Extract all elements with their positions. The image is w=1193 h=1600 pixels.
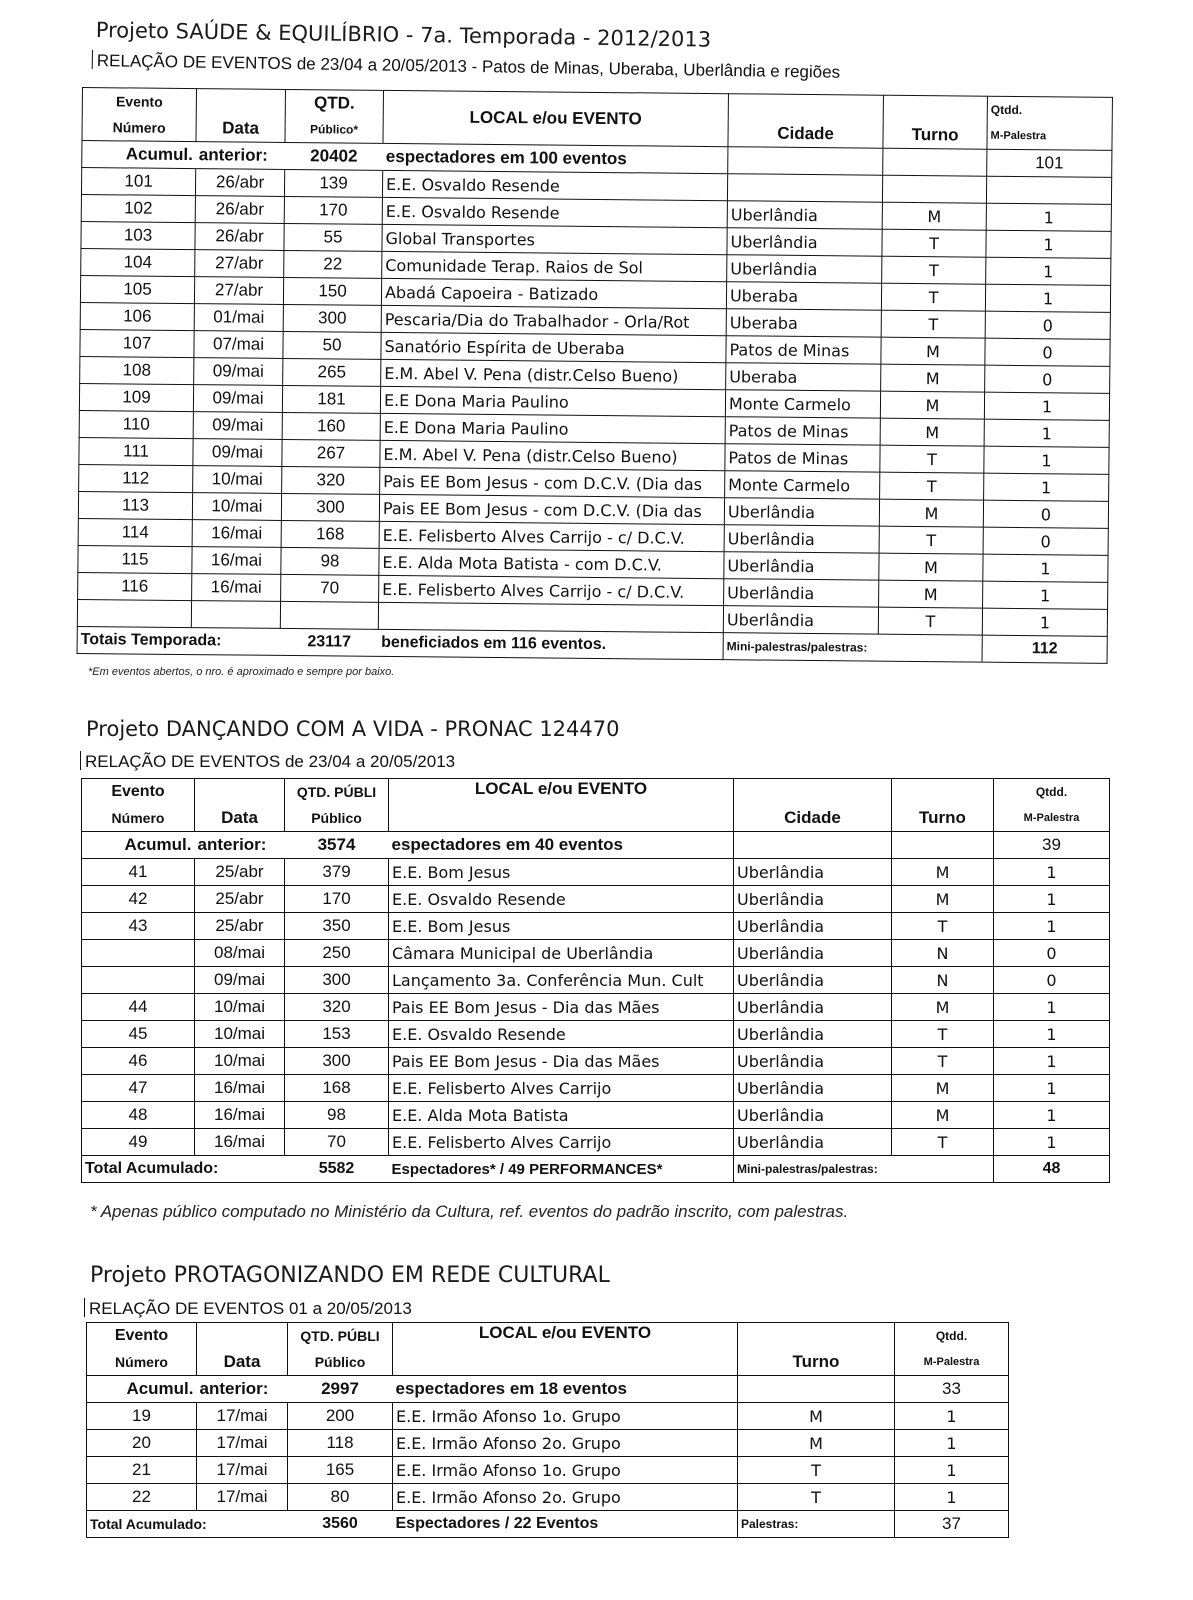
section-2-subtitle: [80, 751, 455, 772]
cell-cidade: Uberlândia: [734, 1048, 892, 1075]
cell-num: 103: [81, 221, 195, 249]
acumul-row: Acumul. anterior: 2997 espectadores em 18 eventos 33: [87, 1376, 1009, 1403]
cell-local: E.E. Felisberto Alves Carrijo: [389, 1129, 734, 1156]
cell-num: 116: [78, 572, 192, 600]
cell-num: 109: [79, 383, 193, 411]
section-3-subtitle: [84, 1298, 412, 1319]
cell-turno: T: [892, 1048, 994, 1075]
cell-turno: T: [881, 310, 985, 338]
cell-qtdd: 1: [895, 1430, 1009, 1457]
cell-qtd: [280, 601, 378, 629]
table-dancando-com-a-vida: [81, 778, 1110, 1183]
header-publico: Público*: [285, 116, 383, 143]
section-1-note: *Em eventos abertos, o nro. é aproximado e sempre por baixo.: [88, 666, 395, 678]
cell-qtdd: 1: [895, 1457, 1009, 1484]
cell-local: E.E. Alda Mota Batista - com D.C.V.: [379, 548, 724, 578]
cell-data: 16/mai: [192, 547, 281, 575]
cell-data: 25/abr: [195, 859, 285, 886]
section-2-note: * Apenas público computado no Ministério da Cultura, ref. eventos do padrão inscrito, com palestras.: [90, 1202, 849, 1221]
cell-num: 45: [82, 1021, 195, 1048]
cell-data: 26/abr: [195, 196, 284, 224]
cell-cidade: Uberlândia: [724, 552, 879, 580]
cell-turno: M: [892, 886, 994, 913]
cell-qtd: 98: [285, 1102, 389, 1129]
cell-data: 09/mai: [193, 385, 282, 413]
cell-data: 10/mai: [193, 466, 282, 494]
cell-local: Global Transportes: [382, 224, 727, 254]
cell-num: 22: [87, 1484, 197, 1511]
cell-local: E.E. Irmão Afonso 2o. Grupo: [393, 1430, 738, 1457]
cell-qtdd: 1: [983, 554, 1108, 582]
cell-cidade: Patos de Minas: [725, 444, 880, 472]
cell-qtd: 300: [281, 493, 379, 521]
cell-data: 17/mai: [197, 1403, 288, 1430]
cell-num: 115: [78, 545, 192, 573]
cell-qtdd: 1: [994, 994, 1110, 1021]
cell-data: 16/mai: [195, 1129, 285, 1156]
cell-num: [82, 940, 195, 967]
cell-turno: T: [881, 283, 985, 311]
cell-qtdd: 0: [983, 500, 1108, 528]
cell-qtd: 350: [285, 913, 389, 940]
cell-qtd: 55: [284, 223, 382, 251]
cell-num: 20: [87, 1430, 197, 1457]
cell-data: 16/mai: [192, 574, 281, 602]
cell-qtdd: 1: [994, 886, 1110, 913]
cell-turno: M: [881, 364, 985, 392]
cell-num: 19: [87, 1403, 197, 1430]
cell-num: 101: [81, 168, 195, 196]
cell-qtd: 160: [282, 412, 380, 440]
cell-qtdd: [986, 176, 1111, 204]
cell-local: Pescaria/Dia do Trabalhador - Orla/Rot: [381, 305, 726, 335]
header-qtdd: Qtdd.: [987, 96, 1112, 124]
cell-qtd: 170: [284, 196, 382, 224]
cell-cidade: Uberlândia: [734, 1021, 892, 1048]
cell-data: 10/mai: [195, 994, 285, 1021]
section-2-title: Projeto DANÇANDO COM A VIDA - PRONAC 124470: [86, 717, 620, 741]
cell-cidade: Uberlândia: [734, 940, 892, 967]
cell-cidade: Uberlândia: [734, 1129, 892, 1156]
cell-qtd: 181: [282, 385, 380, 413]
header-publico: Público: [288, 1349, 393, 1376]
cell-turno: M: [892, 1102, 994, 1129]
section-1-title: Projeto SAÚDE & EQUILÍBRIO - 7a. Temporada - 2012/2013: [95, 18, 712, 52]
cell-qtdd: 1: [994, 1129, 1110, 1156]
cell-qtdd: 0: [994, 940, 1110, 967]
cell-num: 43: [82, 913, 195, 940]
cell-cidade: Uberaba: [726, 282, 881, 310]
cell-num: 114: [78, 518, 192, 546]
cell-num: 110: [79, 410, 193, 438]
header-turno: Turno: [892, 805, 994, 832]
cell-cidade: [727, 174, 882, 202]
cell-qtdd: 1: [982, 608, 1107, 636]
header-local: LOCAL e/ou EVENTO: [393, 1323, 738, 1350]
section-1-subtitle: [92, 50, 841, 83]
table-row: [87, 1430, 1009, 1457]
cell-num: 112: [79, 464, 193, 492]
cell-local: E.E. Felisberto Alves Carrijo - c/ D.C.V.: [379, 575, 724, 605]
cell-turno: M: [879, 553, 983, 581]
cell-local: E.E. Irmão Afonso 1o. Grupo: [393, 1403, 738, 1430]
cell-qtd: 300: [285, 967, 389, 994]
cell-data: 09/mai: [194, 358, 283, 386]
cell-num: 48: [82, 1102, 195, 1129]
cell-cidade: Uberlândia: [734, 994, 892, 1021]
cell-data: 10/mai: [195, 1021, 285, 1048]
cell-local: Comunidade Terap. Raios de Sol: [382, 251, 727, 281]
total-row: Total Acumulado: 3560 Espectadores / 22 Eventos Palestras: 37: [87, 1511, 1009, 1538]
cell-qtdd: 1: [984, 392, 1109, 420]
cell-qtd: 200: [288, 1403, 393, 1430]
table-row: [87, 1484, 1009, 1511]
cell-turno: T: [738, 1484, 895, 1511]
cell-local: E.E. Irmão Afonso 1o. Grupo: [393, 1457, 738, 1484]
cell-qtdd: 1: [994, 1048, 1110, 1075]
cell-num: 46: [82, 1048, 195, 1075]
section-3-subtitle-text: RELAÇÃO DE EVENTOS 01 a 20/05/2013: [89, 1299, 412, 1318]
cell-qtdd: 0: [983, 527, 1108, 555]
cell-qtd: 320: [282, 466, 380, 494]
table-row: [87, 1457, 1009, 1484]
total-row: Totais Temporada: 23117 beneficiados em 116 eventos. Mini-palestras/palestras: 112: [77, 626, 1107, 663]
cell-data: 27/abr: [194, 277, 283, 305]
header-mpalestra: M-Palestra: [987, 123, 1112, 151]
header-qtd: QTD. PÚBLI: [288, 1323, 393, 1350]
cell-num: 41: [82, 859, 195, 886]
cell-cidade: Uberlândia: [727, 201, 882, 229]
cell-turno: M: [879, 580, 983, 608]
cell-turno: N: [892, 940, 994, 967]
cell-num: [77, 599, 191, 627]
cell-local: E.E. Osvaldo Resende: [382, 197, 727, 227]
cell-local: E.M. Abel V. Pena (distr.Celso Bueno): [380, 440, 725, 470]
cell-local: E.E. Irmão Afonso 2o. Grupo: [393, 1484, 738, 1511]
cell-local: [378, 602, 723, 632]
cell-turno: M: [880, 391, 984, 419]
cell-num: 104: [81, 248, 195, 276]
cell-turno: T: [892, 1021, 994, 1048]
cell-qtdd: 1: [895, 1484, 1009, 1511]
header-cidade: Cidade: [734, 805, 892, 832]
cell-local: E.M. Abel V. Pena (distr.Celso Bueno): [381, 359, 726, 389]
cell-data: 16/mai: [195, 1102, 285, 1129]
cell-num: [82, 967, 195, 994]
header-qtd: QTD.: [285, 89, 383, 116]
cell-turno: M: [892, 859, 994, 886]
header-cidade: Cidade: [728, 120, 883, 148]
table-saude-equilibrio: [77, 87, 1113, 664]
cell-data: 26/abr: [195, 223, 284, 251]
cell-qtd: 300: [285, 1048, 389, 1075]
cell-local: E.E. Bom Jesus: [389, 913, 734, 940]
cell-data: 08/mai: [195, 940, 285, 967]
cell-data: 09/mai: [193, 412, 282, 440]
cell-local: Câmara Municipal de Uberlândia: [389, 940, 734, 967]
table-protagonizando: [86, 1322, 1009, 1538]
header-data: Data: [196, 115, 285, 142]
cell-qtdd: 1: [984, 473, 1109, 501]
cell-cidade: Uberlândia: [727, 228, 882, 256]
cell-num: 106: [80, 302, 194, 330]
cell-data: 17/mai: [197, 1484, 288, 1511]
cell-cidade: Uberlândia: [727, 255, 882, 283]
cell-local: Lançamento 3a. Conferência Mun. Cult: [389, 967, 734, 994]
cell-data: 17/mai: [197, 1430, 288, 1457]
cell-qtd: 165: [288, 1457, 393, 1484]
section-1-subtitle-text: RELAÇÃO DE EVENTOS de 23/04 a 20/05/2013 - Patos de Minas, Uberaba, Uberlândia e regiões: [96, 51, 841, 82]
cell-qtdd: 1: [986, 203, 1111, 231]
cell-turno: T: [882, 229, 986, 257]
cell-turno: M: [881, 337, 985, 365]
cell-local: E.E Dona Maria Paulino: [380, 413, 725, 443]
cell-qtd: 168: [281, 520, 379, 548]
cell-num: 42: [82, 886, 195, 913]
cell-turno: M: [738, 1430, 895, 1457]
cell-data: 10/mai: [195, 1048, 285, 1075]
header-qtdd: Qtdd.: [994, 779, 1110, 806]
cell-data: 16/mai: [195, 1075, 285, 1102]
header-qtdd: Qtdd.: [895, 1323, 1009, 1350]
cell-num: 105: [80, 275, 194, 303]
cell-local: E.E. Alda Mota Batista: [389, 1102, 734, 1129]
cell-num: 108: [80, 356, 194, 384]
cell-local: Abadá Capoeira - Batizado: [381, 278, 726, 308]
cell-qtd: 150: [283, 277, 381, 305]
cell-qtdd: 1: [994, 859, 1110, 886]
header-numero: Número: [82, 114, 196, 142]
cell-cidade: Uberlândia: [734, 859, 892, 886]
cell-data: 25/abr: [195, 886, 285, 913]
cell-num: 111: [79, 437, 193, 465]
cell-data: 26/abr: [195, 169, 284, 197]
header-qtd: QTD. PÚBLI: [285, 779, 389, 806]
cell-cidade: Uberlândia: [724, 525, 879, 553]
cell-cidade: Uberlândia: [734, 1102, 892, 1129]
cell-num: 47: [82, 1075, 195, 1102]
header-data: Data: [197, 1349, 288, 1376]
cell-data: 09/mai: [193, 439, 282, 467]
header-publico: Público: [285, 805, 389, 832]
cell-turno: M: [880, 418, 984, 446]
header-evento: Evento: [82, 779, 195, 806]
cell-qtd: 118: [288, 1430, 393, 1457]
cell-qtd: 70: [285, 1129, 389, 1156]
cell-local: Pais EE Bom Jesus - com D.C.V. (Dia das: [379, 494, 724, 524]
cell-data: 25/abr: [195, 913, 285, 940]
cell-cidade: Uberlândia: [723, 606, 878, 634]
cell-data: 17/mai: [197, 1457, 288, 1484]
cell-cidade: Uberlândia: [734, 1075, 892, 1102]
cell-cidade: Uberaba: [726, 309, 881, 337]
cell-qtdd: 0: [985, 338, 1110, 366]
acumul-row: Acumul. anterior: 20402 espectadores em 100 eventos 101: [82, 141, 1112, 178]
cell-cidade: Patos de Minas: [725, 417, 880, 445]
table-row: [82, 940, 1110, 967]
cell-qtd: 22: [284, 250, 382, 278]
cell-qtdd: 0: [985, 311, 1110, 339]
cell-turno: [882, 175, 986, 203]
table-row: [82, 859, 1110, 886]
header-mpalestra: M-Palestra: [895, 1349, 1009, 1376]
table-row: [82, 994, 1110, 1021]
cell-qtdd: 1: [994, 913, 1110, 940]
cell-data: 16/mai: [192, 520, 281, 548]
header-local: LOCAL e/ou EVENTO: [389, 779, 734, 806]
table-row: [82, 1075, 1110, 1102]
table-row: [82, 913, 1110, 940]
cell-qtd: 170: [285, 886, 389, 913]
cell-qtd: 267: [282, 439, 380, 467]
cell-local: Sanatório Espírita de Uberaba: [381, 332, 726, 362]
section-2-subtitle-text: RELAÇÃO DE EVENTOS de 23/04 a 20/05/2013: [85, 752, 456, 771]
cell-turno: M: [892, 1075, 994, 1102]
cell-qtdd: 0: [994, 967, 1110, 994]
cell-qtd: 265: [283, 358, 381, 386]
total-row: Total Acumulado: 5582 Espectadores* / 49 PERFORMANCES* Mini-palestras/palestras: 48: [82, 1156, 1110, 1183]
cell-qtd: 139: [284, 169, 382, 197]
header-mpalestra: M-Palestra: [994, 805, 1110, 832]
cell-data: 10/mai: [192, 493, 281, 521]
cell-data: 27/abr: [195, 250, 284, 278]
cell-qtdd: 1: [984, 419, 1109, 447]
table-row: [82, 1048, 1110, 1075]
cell-qtdd: 1: [994, 1102, 1110, 1129]
cell-turno: T: [880, 472, 984, 500]
cell-turno: T: [882, 256, 986, 284]
table-row: [82, 1102, 1110, 1129]
cell-num: 113: [78, 491, 192, 519]
cell-qtd: 320: [285, 994, 389, 1021]
cell-local: Pais EE Bom Jesus - Dia das Mães: [389, 994, 734, 1021]
cell-turno: N: [892, 967, 994, 994]
cell-qtd: 70: [281, 574, 379, 602]
section-3-title: Projeto PROTAGONIZANDO EM REDE CULTURAL: [90, 1263, 610, 1288]
cell-turno: T: [892, 913, 994, 940]
header-turno: Turno: [883, 122, 987, 149]
cell-cidade: Uberlândia: [724, 579, 879, 607]
cell-num: 21: [87, 1457, 197, 1484]
acumul-row: Acumul. anterior: 3574 espectadores em 40 eventos 39: [82, 832, 1110, 859]
cell-turno: T: [880, 445, 984, 473]
cell-qtdd: 1: [986, 230, 1111, 258]
cell-local: Pais EE Bom Jesus - Dia das Mães: [389, 1048, 734, 1075]
cell-data: 09/mai: [195, 967, 285, 994]
cell-qtd: 379: [285, 859, 389, 886]
cell-qtd: 300: [283, 304, 381, 332]
header-numero: Número: [82, 805, 195, 832]
cell-qtdd: 1: [985, 284, 1110, 312]
cell-local: E.E. Bom Jesus: [389, 859, 734, 886]
table-row: [82, 1129, 1110, 1156]
cell-qtdd: 1: [983, 581, 1108, 609]
cell-num: 102: [81, 194, 195, 222]
cell-num: 44: [82, 994, 195, 1021]
cell-turno: T: [878, 607, 982, 635]
cell-local: E.E. Felisberto Alves Carrijo: [389, 1075, 734, 1102]
cell-turno: M: [738, 1403, 895, 1430]
cell-cidade: Monte Carmelo: [725, 471, 880, 499]
cell-local: E.E. Osvaldo Resende: [389, 886, 734, 913]
cell-qtd: 153: [285, 1021, 389, 1048]
cell-data: [191, 601, 280, 629]
cell-local: E.E. Osvaldo Resende: [382, 170, 727, 200]
cell-qtdd: 1: [994, 1075, 1110, 1102]
cell-qtd: 250: [285, 940, 389, 967]
cell-cidade: Uberlândia: [734, 913, 892, 940]
cell-qtd: 50: [283, 331, 381, 359]
cell-cidade: Monte Carmelo: [725, 390, 880, 418]
cell-turno: T: [738, 1457, 895, 1484]
cell-local: E.E. Osvaldo Resende: [389, 1021, 734, 1048]
cell-cidade: Uberlândia: [734, 967, 892, 994]
header-turno: Turno: [738, 1349, 895, 1376]
cell-turno: M: [882, 202, 986, 230]
header-numero: Número: [87, 1349, 197, 1376]
table-row: [82, 967, 1110, 994]
header-evento: Evento: [82, 88, 196, 116]
cell-cidade: Uberlândia: [724, 498, 879, 526]
cell-num: 107: [80, 329, 194, 357]
cell-qtdd: 1: [984, 446, 1109, 474]
header-local: LOCAL e/ou EVENTO: [383, 90, 728, 146]
cell-cidade: Uberaba: [726, 363, 881, 391]
cell-data: 07/mai: [194, 331, 283, 359]
cell-local: E.E Dona Maria Paulino: [380, 386, 725, 416]
cell-qtdd: 1: [895, 1403, 1009, 1430]
cell-qtd: 80: [288, 1484, 393, 1511]
cell-cidade: Uberlândia: [734, 886, 892, 913]
table-row: [82, 1021, 1110, 1048]
cell-turno: T: [892, 1129, 994, 1156]
cell-qtdd: 1: [986, 257, 1111, 285]
cell-qtd: 98: [281, 547, 379, 575]
cell-local: E.E. Felisberto Alves Carrijo - c/ D.C.V.: [379, 521, 724, 551]
cell-local: Pais EE Bom Jesus - com D.C.V. (Dia das: [380, 467, 725, 497]
cell-turno: M: [879, 499, 983, 527]
table-row: [82, 886, 1110, 913]
table-row: [87, 1403, 1009, 1430]
header-evento: Evento: [87, 1323, 197, 1350]
cell-turno: T: [879, 526, 983, 554]
cell-num: 49: [82, 1129, 195, 1156]
cell-turno: M: [892, 994, 994, 1021]
cell-qtd: 168: [285, 1075, 389, 1102]
cell-qtdd: 1: [994, 1021, 1110, 1048]
cell-data: 01/mai: [194, 304, 283, 332]
cell-cidade: Patos de Minas: [726, 336, 881, 364]
header-data: Data: [195, 805, 285, 832]
cell-qtdd: 0: [985, 365, 1110, 393]
